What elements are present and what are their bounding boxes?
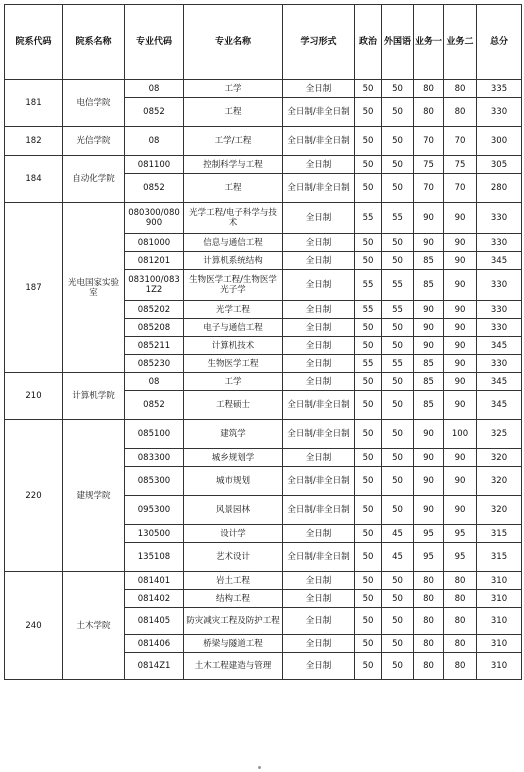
total-score-cell: 345 bbox=[477, 337, 522, 355]
total-score-cell: 345 bbox=[477, 373, 522, 391]
major-code-cell: 085300 bbox=[125, 467, 184, 496]
politics-score-cell: 50 bbox=[355, 127, 382, 156]
subject2-score-cell: 80 bbox=[444, 635, 477, 653]
header-cell: 院系代码 bbox=[5, 5, 63, 80]
department-name-cell: 建规学院 bbox=[63, 420, 125, 572]
politics-score-cell: 55 bbox=[355, 301, 382, 319]
page-mark bbox=[258, 766, 261, 769]
language-score-cell: 45 bbox=[382, 543, 414, 572]
major-code-cell: 085100 bbox=[125, 420, 184, 449]
subject1-score-cell: 90 bbox=[414, 337, 444, 355]
language-score-cell: 50 bbox=[382, 449, 414, 467]
politics-score-cell: 50 bbox=[355, 635, 382, 653]
major-code-cell: 08 bbox=[125, 80, 184, 98]
subject1-score-cell: 85 bbox=[414, 391, 444, 420]
subject1-score-cell: 90 bbox=[414, 467, 444, 496]
study-mode-cell: 全日制/非全日制 bbox=[283, 420, 355, 449]
header-row bbox=[5, 5, 522, 80]
politics-score-cell: 55 bbox=[355, 203, 382, 234]
major-code-cell: 08 bbox=[125, 127, 184, 156]
header-cell: 总分 bbox=[477, 5, 522, 80]
subject2-score-cell: 90 bbox=[444, 373, 477, 391]
major-name-cell: 建筑学 bbox=[184, 420, 283, 449]
study-mode-cell: 全日制 bbox=[283, 373, 355, 391]
politics-score-cell: 50 bbox=[355, 373, 382, 391]
subject1-score-cell: 80 bbox=[414, 635, 444, 653]
politics-score-cell: 50 bbox=[355, 653, 382, 680]
subject1-score-cell: 80 bbox=[414, 608, 444, 635]
study-mode-cell: 全日制 bbox=[283, 635, 355, 653]
language-score-cell: 55 bbox=[382, 203, 414, 234]
politics-score-cell: 55 bbox=[355, 270, 382, 301]
header-cell: 业务一 bbox=[414, 5, 444, 80]
politics-score-cell: 50 bbox=[355, 590, 382, 608]
language-score-cell: 50 bbox=[382, 608, 414, 635]
major-name-cell: 防灾减灾工程及防护工程 bbox=[184, 608, 283, 635]
language-score-cell: 50 bbox=[382, 467, 414, 496]
total-score-cell: 315 bbox=[477, 543, 522, 572]
major-code-cell: 085202 bbox=[125, 301, 184, 319]
table-body bbox=[5, 80, 522, 680]
total-score-cell: 310 bbox=[477, 590, 522, 608]
subject2-score-cell: 90 bbox=[444, 301, 477, 319]
politics-score-cell: 50 bbox=[355, 467, 382, 496]
politics-score-cell: 50 bbox=[355, 98, 382, 127]
language-score-cell: 50 bbox=[382, 156, 414, 174]
total-score-cell: 320 bbox=[477, 467, 522, 496]
major-code-cell: 085230 bbox=[125, 355, 184, 373]
major-name-cell: 工学 bbox=[184, 373, 283, 391]
major-name-cell: 艺术设计 bbox=[184, 543, 283, 572]
language-score-cell: 50 bbox=[382, 98, 414, 127]
header-cell: 学习形式 bbox=[283, 5, 355, 80]
study-mode-cell: 全日制 bbox=[283, 337, 355, 355]
major-code-cell: 130500 bbox=[125, 525, 184, 543]
department-code-cell: 220 bbox=[5, 420, 63, 572]
subject1-score-cell: 90 bbox=[414, 203, 444, 234]
subject1-score-cell: 70 bbox=[414, 174, 444, 203]
study-mode-cell: 全日制/非全日制 bbox=[283, 174, 355, 203]
major-code-cell: 081100 bbox=[125, 156, 184, 174]
language-score-cell: 55 bbox=[382, 301, 414, 319]
subject2-score-cell: 80 bbox=[444, 653, 477, 680]
major-name-cell: 生物医学工程 bbox=[184, 355, 283, 373]
major-code-cell: 085208 bbox=[125, 319, 184, 337]
major-code-cell: 083100/0831Z2 bbox=[125, 270, 184, 301]
subject1-score-cell: 90 bbox=[414, 301, 444, 319]
subject2-score-cell: 90 bbox=[444, 496, 477, 525]
department-code-cell: 240 bbox=[5, 572, 63, 680]
study-mode-cell: 全日制 bbox=[283, 572, 355, 590]
language-score-cell: 45 bbox=[382, 525, 414, 543]
major-name-cell: 风景园林 bbox=[184, 496, 283, 525]
language-score-cell: 50 bbox=[382, 420, 414, 449]
major-code-cell: 0814Z1 bbox=[125, 653, 184, 680]
major-name-cell: 计算机技术 bbox=[184, 337, 283, 355]
subject1-score-cell: 75 bbox=[414, 156, 444, 174]
major-name-cell: 光学工程 bbox=[184, 301, 283, 319]
major-name-cell: 设计学 bbox=[184, 525, 283, 543]
score-table bbox=[4, 4, 522, 680]
subject2-score-cell: 80 bbox=[444, 590, 477, 608]
study-mode-cell: 全日制 bbox=[283, 156, 355, 174]
major-code-cell: 081406 bbox=[125, 635, 184, 653]
subject2-score-cell: 90 bbox=[444, 270, 477, 301]
subject1-score-cell: 95 bbox=[414, 525, 444, 543]
header-cell: 专业代码 bbox=[125, 5, 184, 80]
total-score-cell: 320 bbox=[477, 496, 522, 525]
major-code-cell: 0852 bbox=[125, 98, 184, 127]
politics-score-cell: 50 bbox=[355, 391, 382, 420]
total-score-cell: 330 bbox=[477, 355, 522, 373]
total-score-cell: 345 bbox=[477, 391, 522, 420]
major-name-cell: 工程 bbox=[184, 174, 283, 203]
total-score-cell: 310 bbox=[477, 653, 522, 680]
subject1-score-cell: 70 bbox=[414, 127, 444, 156]
language-score-cell: 50 bbox=[382, 319, 414, 337]
language-score-cell: 55 bbox=[382, 270, 414, 301]
subject1-score-cell: 80 bbox=[414, 98, 444, 127]
department-code-cell: 187 bbox=[5, 203, 63, 373]
header-cell: 业务二 bbox=[444, 5, 477, 80]
major-code-cell: 083300 bbox=[125, 449, 184, 467]
total-score-cell: 330 bbox=[477, 319, 522, 337]
language-score-cell: 50 bbox=[382, 590, 414, 608]
subject1-score-cell: 95 bbox=[414, 543, 444, 572]
total-score-cell: 345 bbox=[477, 252, 522, 270]
study-mode-cell: 全日制/非全日制 bbox=[283, 391, 355, 420]
department-name-cell: 电信学院 bbox=[63, 80, 125, 127]
subject2-score-cell: 90 bbox=[444, 467, 477, 496]
politics-score-cell: 50 bbox=[355, 525, 382, 543]
total-score-cell: 330 bbox=[477, 301, 522, 319]
header-cell: 专业名称 bbox=[184, 5, 283, 80]
subject1-score-cell: 90 bbox=[414, 420, 444, 449]
department-code-cell: 181 bbox=[5, 80, 63, 127]
language-score-cell: 50 bbox=[382, 337, 414, 355]
politics-score-cell: 50 bbox=[355, 608, 382, 635]
politics-score-cell: 50 bbox=[355, 496, 382, 525]
major-name-cell: 工程 bbox=[184, 98, 283, 127]
study-mode-cell: 全日制 bbox=[283, 590, 355, 608]
major-name-cell: 电子与通信工程 bbox=[184, 319, 283, 337]
subject1-score-cell: 90 bbox=[414, 496, 444, 525]
department-name-cell: 光信学院 bbox=[63, 127, 125, 156]
major-name-cell: 岩土工程 bbox=[184, 572, 283, 590]
total-score-cell: 325 bbox=[477, 420, 522, 449]
study-mode-cell: 全日制 bbox=[283, 252, 355, 270]
politics-score-cell: 50 bbox=[355, 252, 382, 270]
major-code-cell: 095300 bbox=[125, 496, 184, 525]
study-mode-cell: 全日制 bbox=[283, 653, 355, 680]
header-cell: 院系名称 bbox=[63, 5, 125, 80]
total-score-cell: 330 bbox=[477, 98, 522, 127]
department-code-cell: 184 bbox=[5, 156, 63, 203]
major-name-cell: 城乡规划学 bbox=[184, 449, 283, 467]
table-row bbox=[5, 127, 522, 156]
subject2-score-cell: 80 bbox=[444, 98, 477, 127]
total-score-cell: 310 bbox=[477, 635, 522, 653]
study-mode-cell: 全日制/非全日制 bbox=[283, 98, 355, 127]
total-score-cell: 310 bbox=[477, 572, 522, 590]
study-mode-cell: 全日制 bbox=[283, 301, 355, 319]
study-mode-cell: 全日制/非全日制 bbox=[283, 127, 355, 156]
major-code-cell: 081401 bbox=[125, 572, 184, 590]
subject2-score-cell: 90 bbox=[444, 355, 477, 373]
major-code-cell: 081405 bbox=[125, 608, 184, 635]
study-mode-cell: 全日制/非全日制 bbox=[283, 467, 355, 496]
subject2-score-cell: 90 bbox=[444, 319, 477, 337]
header-cell: 政治 bbox=[355, 5, 382, 80]
major-name-cell: 光学工程/电子科学与技术 bbox=[184, 203, 283, 234]
major-name-cell: 生物医学工程/生物医学光子学 bbox=[184, 270, 283, 301]
header-cell: 外国语 bbox=[382, 5, 414, 80]
major-code-cell: 081402 bbox=[125, 590, 184, 608]
major-name-cell: 城市规划 bbox=[184, 467, 283, 496]
politics-score-cell: 50 bbox=[355, 80, 382, 98]
subject2-score-cell: 90 bbox=[444, 234, 477, 252]
department-name-cell: 土木学院 bbox=[63, 572, 125, 680]
politics-score-cell: 50 bbox=[355, 543, 382, 572]
major-code-cell: 085211 bbox=[125, 337, 184, 355]
subject1-score-cell: 80 bbox=[414, 653, 444, 680]
language-score-cell: 50 bbox=[382, 391, 414, 420]
subject2-score-cell: 90 bbox=[444, 252, 477, 270]
subject2-score-cell: 80 bbox=[444, 608, 477, 635]
total-score-cell: 280 bbox=[477, 174, 522, 203]
study-mode-cell: 全日制 bbox=[283, 449, 355, 467]
subject2-score-cell: 95 bbox=[444, 543, 477, 572]
language-score-cell: 50 bbox=[382, 635, 414, 653]
subject2-score-cell: 70 bbox=[444, 174, 477, 203]
study-mode-cell: 全日制 bbox=[283, 270, 355, 301]
table-row bbox=[5, 420, 522, 449]
major-code-cell: 135108 bbox=[125, 543, 184, 572]
major-name-cell: 计算机系统结构 bbox=[184, 252, 283, 270]
subject1-score-cell: 85 bbox=[414, 373, 444, 391]
subject1-score-cell: 90 bbox=[414, 234, 444, 252]
major-code-cell: 08 bbox=[125, 373, 184, 391]
subject2-score-cell: 80 bbox=[444, 80, 477, 98]
subject1-score-cell: 85 bbox=[414, 270, 444, 301]
politics-score-cell: 50 bbox=[355, 234, 382, 252]
language-score-cell: 50 bbox=[382, 572, 414, 590]
table-row bbox=[5, 80, 522, 98]
politics-score-cell: 50 bbox=[355, 420, 382, 449]
subject2-score-cell: 90 bbox=[444, 391, 477, 420]
study-mode-cell: 全日制 bbox=[283, 203, 355, 234]
politics-score-cell: 50 bbox=[355, 337, 382, 355]
subject1-score-cell: 90 bbox=[414, 319, 444, 337]
major-name-cell: 信息与通信工程 bbox=[184, 234, 283, 252]
major-name-cell: 工学 bbox=[184, 80, 283, 98]
subject1-score-cell: 85 bbox=[414, 252, 444, 270]
study-mode-cell: 全日制/非全日制 bbox=[283, 543, 355, 572]
subject2-score-cell: 100 bbox=[444, 420, 477, 449]
department-code-cell: 210 bbox=[5, 373, 63, 420]
major-name-cell: 工学/工程 bbox=[184, 127, 283, 156]
study-mode-cell: 全日制 bbox=[283, 234, 355, 252]
total-score-cell: 310 bbox=[477, 608, 522, 635]
major-code-cell: 0852 bbox=[125, 174, 184, 203]
language-score-cell: 50 bbox=[382, 653, 414, 680]
table-row bbox=[5, 156, 522, 174]
language-score-cell: 50 bbox=[382, 80, 414, 98]
subject1-score-cell: 80 bbox=[414, 80, 444, 98]
table-row bbox=[5, 203, 522, 234]
language-score-cell: 50 bbox=[382, 373, 414, 391]
politics-score-cell: 50 bbox=[355, 449, 382, 467]
total-score-cell: 330 bbox=[477, 270, 522, 301]
total-score-cell: 305 bbox=[477, 156, 522, 174]
major-code-cell: 081000 bbox=[125, 234, 184, 252]
politics-score-cell: 50 bbox=[355, 156, 382, 174]
politics-score-cell: 55 bbox=[355, 355, 382, 373]
major-code-cell: 0852 bbox=[125, 391, 184, 420]
major-name-cell: 结构工程 bbox=[184, 590, 283, 608]
table-row bbox=[5, 572, 522, 590]
subject1-score-cell: 90 bbox=[414, 449, 444, 467]
study-mode-cell: 全日制 bbox=[283, 608, 355, 635]
subject2-score-cell: 75 bbox=[444, 156, 477, 174]
subject1-score-cell: 85 bbox=[414, 355, 444, 373]
subject1-score-cell: 80 bbox=[414, 590, 444, 608]
table-row bbox=[5, 373, 522, 391]
study-mode-cell: 全日制 bbox=[283, 355, 355, 373]
language-score-cell: 50 bbox=[382, 174, 414, 203]
department-name-cell: 自动化学院 bbox=[63, 156, 125, 203]
total-score-cell: 335 bbox=[477, 80, 522, 98]
language-score-cell: 50 bbox=[382, 496, 414, 525]
language-score-cell: 55 bbox=[382, 355, 414, 373]
major-name-cell: 土木工程建造与管理 bbox=[184, 653, 283, 680]
subject2-score-cell: 90 bbox=[444, 337, 477, 355]
politics-score-cell: 50 bbox=[355, 572, 382, 590]
language-score-cell: 50 bbox=[382, 234, 414, 252]
subject2-score-cell: 80 bbox=[444, 572, 477, 590]
subject2-score-cell: 90 bbox=[444, 449, 477, 467]
study-mode-cell: 全日制 bbox=[283, 319, 355, 337]
total-score-cell: 330 bbox=[477, 203, 522, 234]
major-name-cell: 控制科学与工程 bbox=[184, 156, 283, 174]
department-name-cell: 计算机学院 bbox=[63, 373, 125, 420]
total-score-cell: 320 bbox=[477, 449, 522, 467]
major-code-cell: 080300/080900 bbox=[125, 203, 184, 234]
language-score-cell: 50 bbox=[382, 127, 414, 156]
subject2-score-cell: 95 bbox=[444, 525, 477, 543]
study-mode-cell: 全日制/非全日制 bbox=[283, 496, 355, 525]
total-score-cell: 300 bbox=[477, 127, 522, 156]
language-score-cell: 50 bbox=[382, 252, 414, 270]
total-score-cell: 330 bbox=[477, 234, 522, 252]
study-mode-cell: 全日制 bbox=[283, 525, 355, 543]
subject2-score-cell: 90 bbox=[444, 203, 477, 234]
politics-score-cell: 50 bbox=[355, 174, 382, 203]
total-score-cell: 315 bbox=[477, 525, 522, 543]
study-mode-cell: 全日制 bbox=[283, 80, 355, 98]
major-name-cell: 桥梁与隧道工程 bbox=[184, 635, 283, 653]
department-code-cell: 182 bbox=[5, 127, 63, 156]
major-name-cell: 工程硕士 bbox=[184, 391, 283, 420]
major-code-cell: 081201 bbox=[125, 252, 184, 270]
department-name-cell: 光电国家实验室 bbox=[63, 203, 125, 373]
politics-score-cell: 50 bbox=[355, 319, 382, 337]
subject2-score-cell: 70 bbox=[444, 127, 477, 156]
subject1-score-cell: 80 bbox=[414, 572, 444, 590]
